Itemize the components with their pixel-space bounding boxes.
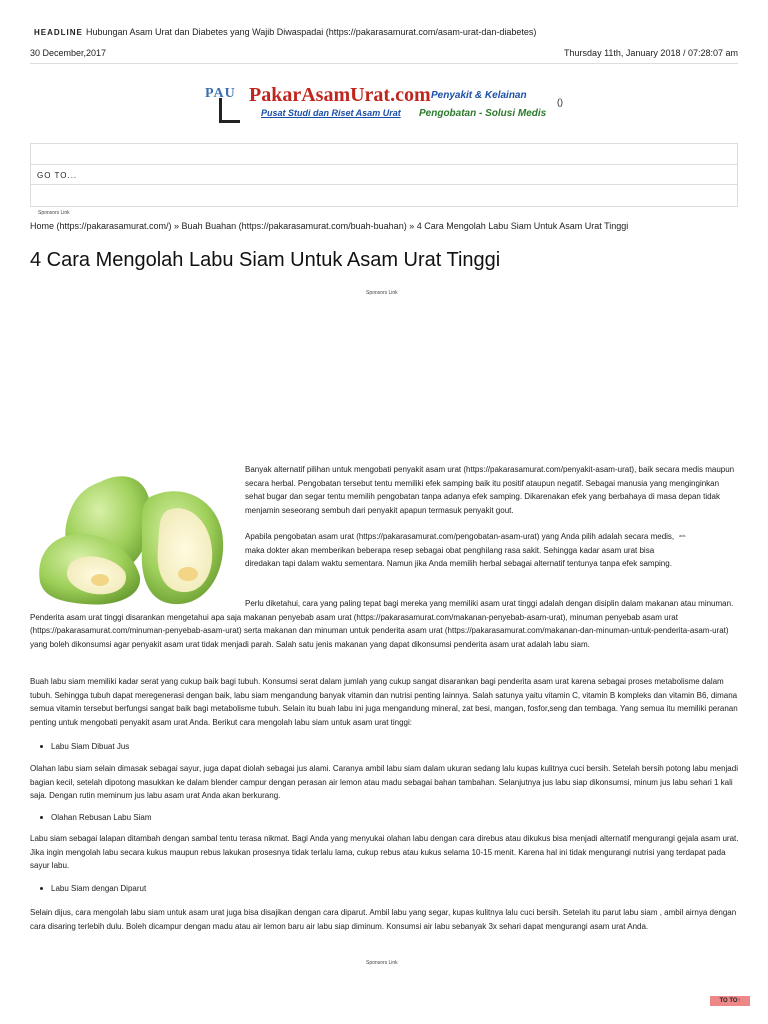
logo-mark: PAU: [205, 86, 236, 101]
chayote-image: [30, 462, 240, 610]
nav-row: [31, 144, 737, 165]
article-paragraph: Perlu diketahui, cara yang paling tepat bagi mereka yang memiliki asam urat tinggi adalah dengan disiplin dalam makanan atau minuman. Penderita asam urat tinggi disarankan mengetahui apa saja makanan penyebab asam urat (https://pakarasamurat.com/makanan-penyebab-asam-urat), minuman penyebab asam urat (https://pakarasamurat.com/minuman-penyebab-asam-urat) serta makanan dan minuman untuk penderita asam urat (https://pakarasamurat.com/makanan-dan-minuman-untuk-penderita-asam-urat) yang boleh dikonsumsi agar penyakit asam urat tidak menjadi parah. Salah satu jenis makanan yang dapat dikonsumsi penderita asam urat adalah labu siam.: [30, 599, 734, 649]
list-item: [40, 884, 146, 893]
list-item-label: Labu Siam Dibuat Jus: [51, 742, 130, 751]
bullet-icon: [40, 887, 43, 890]
logo-tagline: Pusat Studi dan Riset Asam Urat: [261, 108, 401, 118]
page-title: 4 Cara Mengolah Labu Siam Untuk Asam Urat Tinggi: [30, 249, 501, 271]
logo-brand: PakarAsamUrat.com: [249, 84, 431, 106]
list-item: [40, 813, 152, 822]
list-item-label: Labu Siam dengan Diparut: [51, 884, 147, 893]
headline-tag: HEADLINE: [34, 28, 83, 37]
bullet-icon: [40, 745, 43, 748]
list-item-label: Olahan Rebusan Labu Siam: [51, 813, 152, 822]
sponsors-label: Sponsors Link: [38, 210, 70, 216]
to-top-button[interactable]: TO TO↑: [710, 996, 750, 1006]
divider: [30, 63, 738, 64]
logo-right-line2: Pengobatan - Solusi Medis: [419, 108, 547, 119]
navigation-box: [30, 143, 738, 207]
logo-parens: (): [557, 97, 563, 107]
article-paragraph: Olahan labu siam selain dimasak sebagai sayur, juga dapat diolah sebagai jus alami. Caranya ambil labu siam dalam ukuran sedang lalu kupas kulitnya cuci bersih. Setelah bersih potong labu menjadi bagian kecil, setelah dipotong masukkan ke dalam blender campur dengan perasan air lemon atau madu sebagai bahan tambahan. Selanjutnya jus labu siap dikonsumsi, minum jus labu sehari 1 kali saja. Dengan rutin meminum jus labu asam urat Anda akan berkurang.: [30, 764, 738, 800]
article-paragraph: Apabila pengobatan asam urat (https://pakarasamurat.com/pengobatan-asam-urat) yang Anda pilih adalah secara medis, maka dokter akan memberikan beberapa resep sebagai obat penghilang rasa sakit. Sehingga kadar asam urat bisa diredakan tapi dalam waktu sementara. Namun jika Anda memilih herbal sebagai alternatif tentunya tanpa efek samping.: [245, 532, 675, 568]
article-paragraph: Banyak alternatif pilihan untuk mengobati penyakit asam urat (https://pakarasamurat.com/penyakit-asam-urat), baik secara medis maupun secara herbal. Pengobatan tersebut tentu memiliki efek samping baik itu positif ataupun negatif. Sebagai manusia yang menginginkan sehat bugar dan segar tentu memilih pengobatan tanpa adanya efek samping. Dikarenakan efek yang berbahaya di masa depan tidak menjamin seseorang sembuh dari penyakit apapun termasuk penyakit gout.: [245, 465, 735, 515]
ads-label: ads: [679, 533, 686, 538]
logo-right-line1: Penyakit & Kelainan: [431, 90, 527, 101]
current-datetime: Thursday 11th, January 2018 / 07:28:07 am: [564, 48, 738, 58]
goto-menu[interactable]: GO TO...: [31, 165, 737, 185]
article-paragraph: Labu siam sebagai lalapan ditambah dengan sambal tentu terasa nikmat. Bagi Anda yang menyukai olahan labu dengan cara direbus atau dikukus bisa menjadi alternatif mengurangi gejala asam urat. Jika ingin mengolah labu secara kukus maupun rebus lakukan prosesnya tidak terlalu lama, cukup rebus atau kukus selama 10-15 menit. Karena hal ini tidak mengurangi nutrisi yang terdapat pada sayur labu.: [30, 834, 739, 870]
post-date: 30 December,2017: [30, 48, 107, 58]
headline-link[interactable]: Hubungan Asam Urat dan Diabetes yang Wajib Diwaspadai (https://pakarasamurat.com/asam-urat-dan-diabetes): [86, 27, 537, 37]
article-paragraph: Selain dijus, cara mengolah labu siam untuk asam urat juga bisa disajikan dengan cara diparut. Ambil labu yang segar, kupas kulitnya lalu cuci bersih. Setelah itu parut labu siam , ambil airnya dengan cara disaring terlebih dulu. Boleh dicampur dengan madu atau air lemon baru air labu siap diminum. Konsumsi air labu sebanyak 3x sehari dapat mengurangi asam urat Anda.: [30, 908, 737, 931]
bullet-icon: [40, 816, 43, 819]
article-paragraph: Buah labu siam memiliki kadar serat yang cukup baik bagi tubuh. Konsumsi serat dalam jumlah yang cukup sangat disarankan bagi penderita asam urat karena sebagai proses metabolisme dalam tubuh. Sehingga tubuh dapat meregenerasi dengan baik, labu siam mengandung banyak vitamin dan nutrisi penting lainnya. Salah satunya yaitu vitamin C, vitamin B kompleks dan vitamin B6, dimana semua vitamin tersebut berfungsi sangat baik bagi metabolisme tubuh. Selain itu buah labu ini juga mengandung mineral, zat besi, mangan, fosfor,seng dan tembaga. Yang semua itu memiliki peranan penting untuk mengobati penyakit asam urat Anda. Berikut cara mengolah labu siam untuk asam urat tinggi:: [30, 677, 738, 727]
logo-figure-icon: [219, 98, 240, 123]
site-logo[interactable]: [205, 86, 565, 126]
breadcrumb[interactable]: Home (https://pakarasamurat.com/) » Buah Buahan (https://pakarasamurat.com/buah-buahan) » 4 Cara Mengolah Labu Siam Untuk Asam Urat Tinggi: [30, 221, 629, 231]
list-item: [40, 742, 129, 751]
sponsors-label: Sponsors Link: [366, 290, 398, 296]
sponsors-label: Sponsors Link: [366, 960, 398, 966]
